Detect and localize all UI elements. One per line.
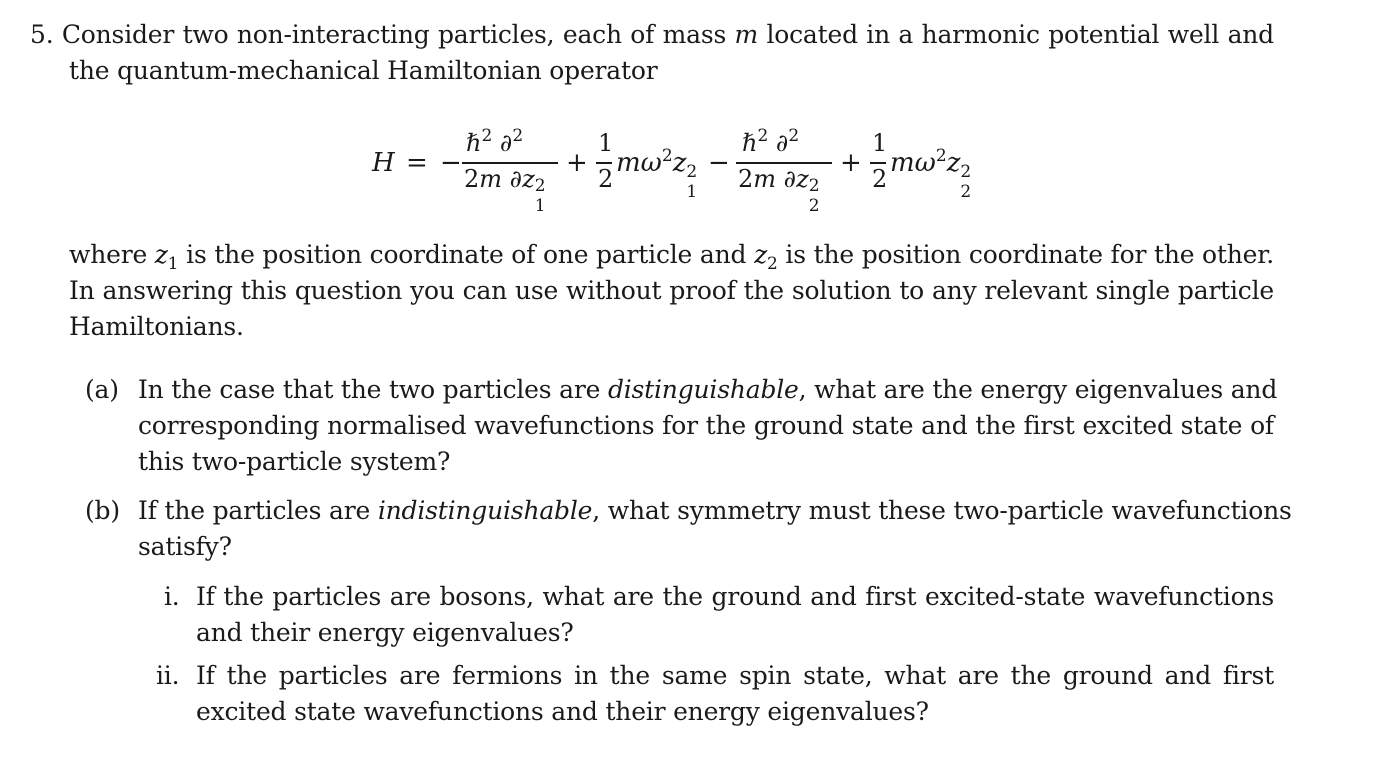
- equation-term-2: $m\omega^2z$ 2 2: [890, 146, 972, 202]
- fraction-2-bar: [736, 162, 832, 164]
- part-b-line-1: [138, 496, 1292, 526]
- question-intro-line-1: 5. Consider two non-interacting particles, each of mass m located in a harmonic potential well and: [30, 20, 1274, 49]
- part-b-line-2: satisfy?: [138, 532, 232, 561]
- fraction-1-bar: [462, 162, 558, 164]
- half-2-bar: [870, 162, 886, 164]
- part-ii-line-1: If the particles are fermions in the same spin state, what are the ground and first: [196, 661, 1274, 690]
- equation-plus-2: +: [840, 148, 862, 178]
- equation-term-1: $m\omega^2z$ 2 1: [616, 146, 698, 202]
- half-1-numerator: 1: [598, 129, 614, 157]
- part-a-line-2: corresponding normalised wavefunctions for the ground state and the first excited state of: [138, 411, 1274, 440]
- equation-minus-2: −: [708, 148, 730, 178]
- part-ii-label: ii.: [156, 661, 180, 690]
- question-intro-line-2: the quantum-mechanical Hamiltonian operator: [69, 56, 658, 85]
- equation-equals: =: [406, 148, 428, 178]
- part-ii-line-2: excited state wavefunctions and their energy eigenvalues?: [196, 697, 929, 726]
- part-i-line-2: and their energy eigenvalues?: [196, 618, 574, 647]
- part-b-emphasis: indistinguishable: [377, 496, 593, 525]
- part-a-line-1: [138, 375, 1278, 405]
- equation-lhs: H: [372, 148, 395, 178]
- part-i-line-1: If the particles are bosons, what are the ground and first excited-state wavefunctions: [196, 582, 1274, 611]
- fraction-1-denominator: 2m ∂z 2 1: [464, 165, 546, 216]
- equation-minus-1: −: [440, 148, 462, 178]
- part-b-line-1-pre: If the particles are: [138, 496, 378, 525]
- part-a-line-1-pre: In the case that the two particles are: [138, 375, 608, 404]
- half-2-numerator: 1: [872, 129, 888, 157]
- fraction-2-numerator: ℏ$^2$ ∂$^2$: [742, 126, 800, 157]
- part-b-label: (b): [85, 496, 120, 525]
- part-a-line-1-post: , what are the energy eigenvalues and: [798, 375, 1278, 404]
- half-2-denominator: 2: [872, 165, 888, 193]
- part-a-line-3: this two-particle system?: [138, 447, 451, 476]
- part-a-label: (a): [85, 375, 119, 404]
- part-a-emphasis: distinguishable: [607, 375, 799, 404]
- where-line-1: where $z_1$ is the position coordinate of one particle and $z_2$ is the position coordinate for the other.: [69, 240, 1275, 274]
- hamiltonian-equation: [372, 124, 992, 216]
- equation-plus-1: +: [566, 148, 588, 178]
- fraction-2-denominator: 2m ∂z 2 2: [738, 165, 820, 216]
- half-1-denominator: 2: [598, 165, 614, 193]
- fraction-1-numerator: ℏ$^2$ ∂$^2$: [466, 126, 524, 157]
- where-line-3: Hamiltonians.: [69, 312, 244, 341]
- half-1-bar: [596, 162, 612, 164]
- where-line-2: In answering this question you can use without proof the solution to any relevant single particle: [69, 276, 1274, 305]
- part-b-line-1-post: , what symmetry must these two-particle wavefunctions: [592, 496, 1292, 525]
- part-i-label: i.: [164, 582, 180, 611]
